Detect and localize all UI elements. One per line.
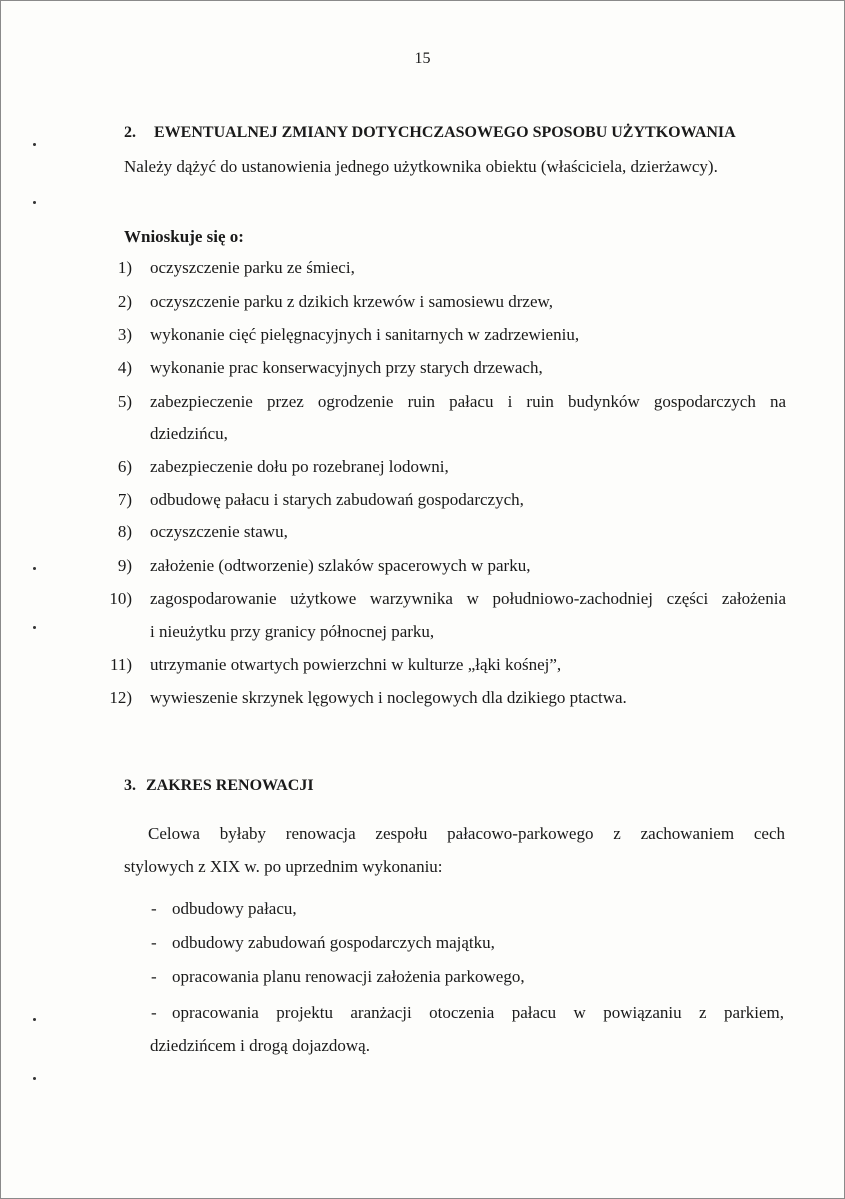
list-item-text: wykonanie prac konserwacyjnych przy starych drzewach, <box>150 358 543 377</box>
list-item-dash: - <box>151 933 157 952</box>
section-2-heading <box>124 124 736 142</box>
list-item-text: wykonanie cięć pielęgnacyjnych i sanitarnych w zadrzewieniu, <box>150 325 580 344</box>
list-item-text: zabezpieczenie dołu po rozebranej lodowni, <box>150 457 449 476</box>
list-item-text: dziedzińcem i drogą dojazdową. <box>150 1036 370 1055</box>
margin-speck <box>33 567 36 570</box>
margin-speck <box>33 1018 36 1021</box>
section-3-title: ZAKRES RENOWACJI <box>146 777 314 794</box>
list-item-dash: - <box>151 1003 157 1022</box>
section-3-number: 3. <box>124 777 136 794</box>
list-item-number: 10) <box>109 589 132 608</box>
list-item-number: 8) <box>117 522 132 541</box>
list-item-text: utrzymanie otwartych powierzchni w kulturze „łąki kośnej”, <box>150 655 562 674</box>
list-item-text: odbudowy zabudowań gospodarczych majątku, <box>172 933 495 952</box>
list-item-text: oczyszczenie parku ze śmieci, <box>150 258 355 277</box>
list-item-text: założenie (odtworzenie) szlaków spacerowych w parku, <box>150 556 531 575</box>
page-number: 15 <box>414 50 431 67</box>
list-item-text: dziedzińcu, <box>150 424 228 443</box>
list-item-text: zagospodarowanie użytkowe warzywnika w południowo-zachodniej części założenia <box>150 589 786 608</box>
section-2-paragraph: Należy dążyć do ustanowienia jednego użytkownika obiektu (właściciela, dzierżawcy). <box>124 157 718 176</box>
list-item-number: 5) <box>117 392 132 411</box>
section-2-number: 2. <box>124 124 136 141</box>
conclusions-heading: Wnioskuje się o: <box>124 227 244 246</box>
list-item-number: 12) <box>109 688 132 707</box>
list-item-number: 1) <box>117 258 132 277</box>
list-item-number: 3) <box>117 325 132 344</box>
list-item-dash: - <box>151 967 157 986</box>
list-item-text: oczyszczenie stawu, <box>150 522 288 541</box>
list-item-text: odbudowy pałacu, <box>172 899 297 918</box>
list-item-number: 11) <box>109 655 132 674</box>
list-item-text: oczyszczenie parku z dzikich krzewów i samosiewu drzew, <box>150 292 553 311</box>
list-item-text: opracowania planu renowacji założenia parkowego, <box>172 967 525 986</box>
section-3-heading <box>124 777 314 795</box>
margin-speck <box>33 143 36 146</box>
list-item-number: 9) <box>117 556 132 575</box>
margin-speck <box>33 626 36 629</box>
list-item-number: 2) <box>117 292 132 311</box>
margin-speck <box>33 1077 36 1080</box>
list-item-number: 6) <box>117 457 132 476</box>
list-item-text: odbudowę pałacu i starych zabudowań gospodarczych, <box>150 490 524 509</box>
list-item-number: 7) <box>117 490 132 509</box>
section-3-paragraph-line: Celowa byłaby renowacja zespołu pałacowo-parkowego z zachowaniem cech <box>148 824 785 843</box>
list-item-text: opracowania projektu aranżacji otoczenia pałacu w powiązaniu z parkiem, <box>172 1003 784 1022</box>
section-3-paragraph-line: stylowych z XIX w. po uprzednim wykonaniu: <box>124 857 443 876</box>
list-item-text: wywieszenie skrzynek lęgowych i noclegowych dla dzikiego ptactwa. <box>150 688 627 707</box>
margin-speck <box>33 201 36 204</box>
list-item-text: i nieużytku przy granicy północnej parku, <box>150 622 435 641</box>
list-item-text: zabezpieczenie przez ogrodzenie ruin pałacu i ruin budynków gospodarczych na <box>150 392 786 411</box>
section-2-title: EWENTUALNEJ ZMIANY DOTYCHCZASOWEGO SPOSOBU UŻYTKOWANIA <box>154 124 736 141</box>
list-item-number: 4) <box>117 358 132 377</box>
list-item-dash: - <box>151 899 157 918</box>
